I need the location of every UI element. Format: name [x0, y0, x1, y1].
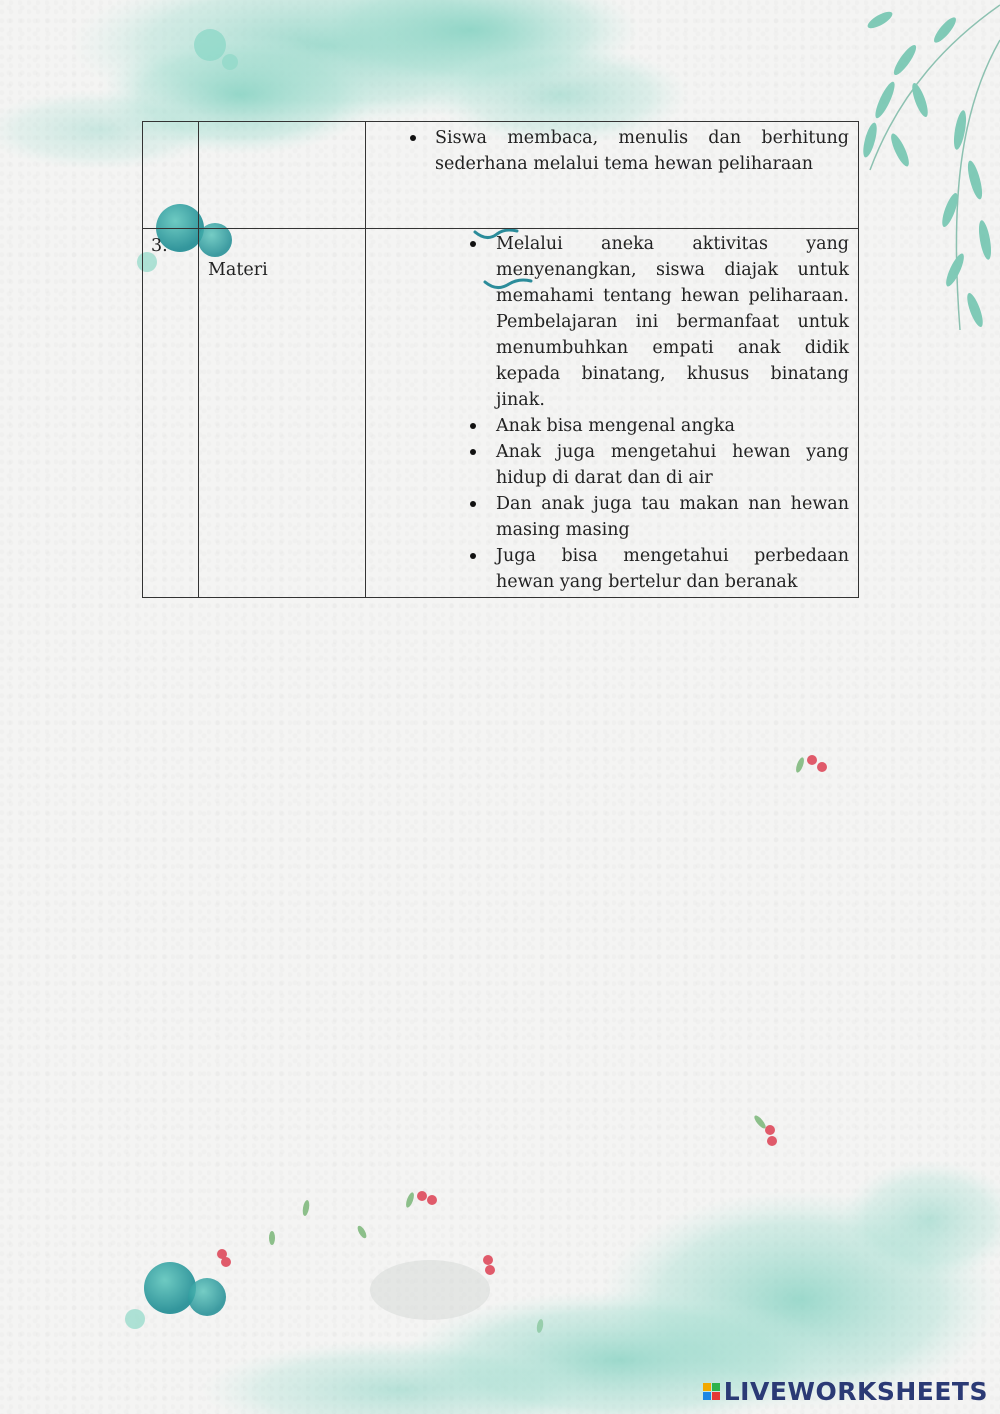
- teal-dots-bottom: [125, 1262, 226, 1329]
- willow-leaves: [861, 5, 1000, 330]
- row-number-cell: [143, 122, 199, 229]
- table-row: [143, 229, 859, 598]
- bullet-list: [366, 122, 858, 177]
- bottom-watercolor-wash: [200, 1160, 1000, 1414]
- list-item: Dan anak juga tau makan nan hewan masing masing: [496, 491, 849, 543]
- row-label-cell: [199, 122, 366, 229]
- list-item: Siswa membaca, menulis dan berhitung sederhana melalui tema hewan peliharaan: [435, 125, 849, 177]
- row-content-cell: [366, 122, 859, 229]
- bullet-list: [366, 229, 858, 595]
- table-row: [143, 122, 859, 229]
- liveworksheets-logo-icon: [703, 1383, 720, 1400]
- lesson-plan-table: [142, 121, 859, 598]
- list-item: Anak bisa mengenal angka: [496, 413, 849, 439]
- row-content-cell: [366, 229, 859, 598]
- list-item: Anak juga mengetahui hewan yang hidup di darat dan di air: [496, 439, 849, 491]
- liveworksheets-logo-text: LIVEWORKSHEETS: [723, 1377, 988, 1406]
- liveworksheets-logo[interactable]: [703, 1377, 988, 1406]
- row-label-cell: Materi: [199, 229, 366, 598]
- row-number-cell: 3.: [143, 229, 199, 598]
- list-item: Juga bisa mengetahui perbedaan hewan yang bertelur dan beranak: [496, 543, 849, 595]
- list-item: Melalui aneka aktivitas yang menyenangkan, siswa diajak untuk memahami tentang hewan peliharaan. Pembelajaran ini bermanfaat untuk menumbuhkan empati anak didik kepada binatang, khusus binatang jinak.: [496, 231, 849, 413]
